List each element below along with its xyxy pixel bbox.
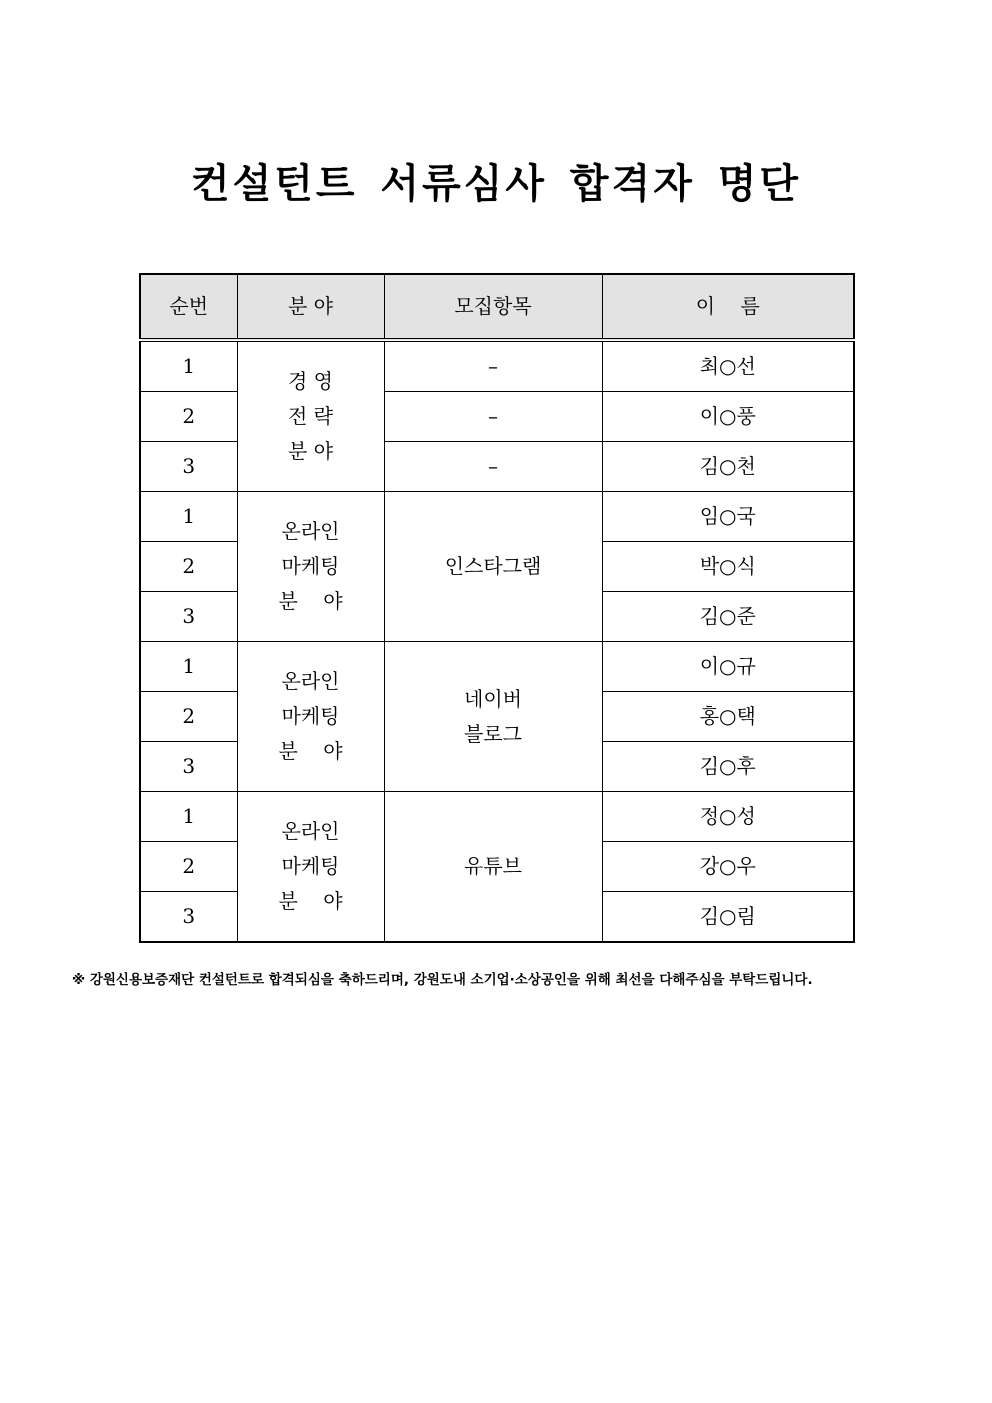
name-cell: 김○림 [602, 892, 854, 943]
name-cell: 최○선 [602, 340, 854, 392]
header-name: 이 름 [602, 274, 854, 340]
field-cell: 경 영 전 략 분 야 [237, 340, 384, 492]
name-cell: 박○식 [602, 542, 854, 592]
header-field: 분 야 [237, 274, 384, 340]
name-cell: 이○규 [602, 642, 854, 692]
row-no: 2 [140, 842, 237, 892]
name-cell: 김○준 [602, 592, 854, 642]
item-cell: – [384, 340, 602, 392]
item-cell: 인스타그램 [384, 492, 602, 642]
name-cell: 김○천 [602, 442, 854, 492]
table-row [140, 492, 854, 542]
roster-table [139, 273, 855, 943]
row-no: 2 [140, 542, 237, 592]
row-no: 1 [140, 492, 237, 542]
row-no: 3 [140, 742, 237, 792]
row-no: 3 [140, 442, 237, 492]
header-no: 순번 [140, 274, 237, 340]
row-no: 3 [140, 892, 237, 943]
name-cell: 홍○택 [602, 692, 854, 742]
row-no: 1 [140, 642, 237, 692]
item-cell: 네이버 블로그 [384, 642, 602, 792]
field-cell: 온라인 마케팅 분 야 [237, 792, 384, 943]
document-title: 컨설턴트 서류심사 합격자 명단 [190, 161, 802, 207]
table-header-row [140, 274, 854, 340]
field-cell: 온라인 마케팅 분 야 [237, 492, 384, 642]
row-no: 2 [140, 692, 237, 742]
table-row [140, 340, 854, 392]
row-no: 1 [140, 340, 237, 392]
item-cell: – [384, 442, 602, 492]
row-no: 3 [140, 592, 237, 642]
item-cell: – [384, 392, 602, 442]
header-item: 모집항목 [384, 274, 602, 340]
table-row [140, 792, 854, 842]
item-cell: 유튜브 [384, 792, 602, 943]
field-cell: 온라인 마케팅 분 야 [237, 642, 384, 792]
table-row [140, 642, 854, 692]
congratulation-note: ※ 강원신용보증재단 컨설턴트로 합격되심을 축하드리며, 강원도내 소기업·소상공인을 위해 최선을 다해주심을 부탁드립니다. [72, 972, 813, 988]
name-cell: 김○후 [602, 742, 854, 792]
row-no: 1 [140, 792, 237, 842]
row-no: 2 [140, 392, 237, 442]
name-cell: 임○국 [602, 492, 854, 542]
name-cell: 정○성 [602, 792, 854, 842]
name-cell: 강○우 [602, 842, 854, 892]
name-cell: 이○풍 [602, 392, 854, 442]
